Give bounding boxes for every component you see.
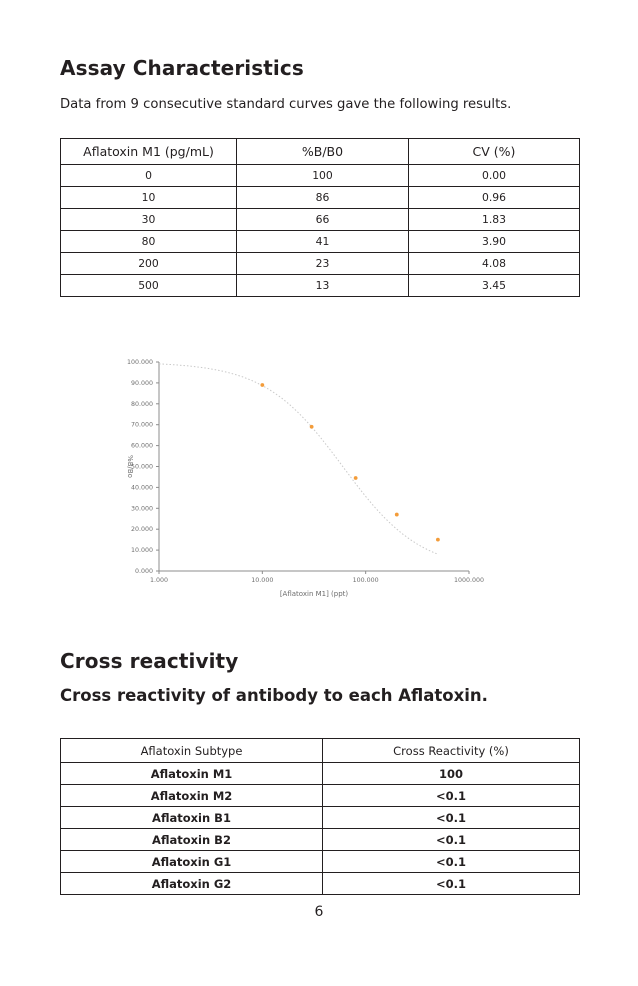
table-cell: 23 [237,253,409,275]
column-header: Aflatoxin Subtype [61,739,323,763]
y-tick-label: 20.000 [130,526,153,534]
table-cell: Aflatoxin M1 [61,763,323,785]
table-cell: <0.1 [323,829,580,851]
table-cell: 0 [61,165,237,187]
table-cell: 66 [237,209,409,231]
table-cell: <0.1 [323,851,580,873]
table-cell: 100 [237,165,409,187]
cross-reactivity-subheading: Cross reactivity of antibody to each Aflatoxin. [60,686,488,705]
table-cell: 80 [61,231,237,253]
x-axis-label: [Aflatoxin M1] (ppt) [279,590,349,598]
table-cell: 13 [237,275,409,297]
table-cell: 41 [237,231,409,253]
y-tick-label: 100.000 [126,359,153,366]
y-tick-label: 30.000 [130,505,153,513]
fit-curve-line [159,364,438,554]
table-cell: <0.1 [323,807,580,829]
y-tick-label: 40.000 [130,484,153,492]
table-row [61,231,580,253]
table-cell: 100 [323,763,580,785]
y-tick-label: 70.000 [130,421,153,429]
table-cell: 3.90 [409,231,580,253]
table-cell: <0.1 [323,873,580,895]
table-row [61,829,580,851]
data-point [436,538,440,542]
table-cell: Aflatoxin G1 [61,851,323,873]
table-cell: 10 [61,187,237,209]
table-cell: 0.00 [409,165,580,187]
data-point [260,383,264,387]
table-cell: 30 [61,209,237,231]
table-row [61,807,580,829]
table-cell: 1.83 [409,209,580,231]
y-tick-label: 10.000 [130,547,153,555]
table-row [61,275,580,297]
table-cell: Aflatoxin M2 [61,785,323,807]
table-cell: Aflatoxin B1 [61,807,323,829]
assay-table [60,138,580,297]
table-cell: 200 [61,253,237,275]
table-cell: 500 [61,275,237,297]
table-row [61,851,580,873]
table-row [61,873,580,895]
table-cell: 3.45 [409,275,580,297]
table-row [61,253,580,275]
cross-reactivity-heading: Cross reactivity [60,649,239,673]
y-tick-label: 60.000 [130,442,153,450]
table-cell: Aflatoxin B2 [61,829,323,851]
column-header: %B/B0 [237,139,409,165]
assay-heading: Assay Characteristics [60,56,304,80]
column-header: Cross Reactivity (%) [323,739,580,763]
y-tick-label: 0.000 [134,568,153,575]
cross-reactivity-table [60,738,580,895]
cross-header-row [61,739,580,763]
x-tick-label: 1.000 [149,577,169,584]
x-tick-label: 10.000 [251,577,274,584]
table-cell: Aflatoxin G2 [61,873,323,895]
y-tick-label: 50.000 [130,463,153,471]
table-cell: <0.1 [323,785,580,807]
data-point [354,476,358,480]
table-cell: 86 [237,187,409,209]
y-tick-label: 80.000 [130,400,153,408]
table-row [61,785,580,807]
data-point [395,513,399,517]
x-tick-label: 100.000 [352,577,379,584]
y-axis-label: %B/Bo [126,455,134,478]
table-cell: 0.96 [409,187,580,209]
table-cell: 4.08 [409,253,580,275]
x-tick-label: 1000.000 [453,577,485,584]
data-point [310,425,314,429]
table-row [61,165,580,187]
column-header: Aflatoxin M1 (pg/mL) [61,139,237,165]
assay-header-row [61,139,580,165]
table-row [61,187,580,209]
table-row [61,209,580,231]
standard-curve-chart [112,350,532,610]
y-tick-label: 90.000 [130,379,153,387]
column-header: CV (%) [409,139,580,165]
page-number: 6 [314,904,324,920]
table-row [61,763,580,785]
assay-intro: Data from 9 consecutive standard curves gave the following results. [60,97,512,112]
